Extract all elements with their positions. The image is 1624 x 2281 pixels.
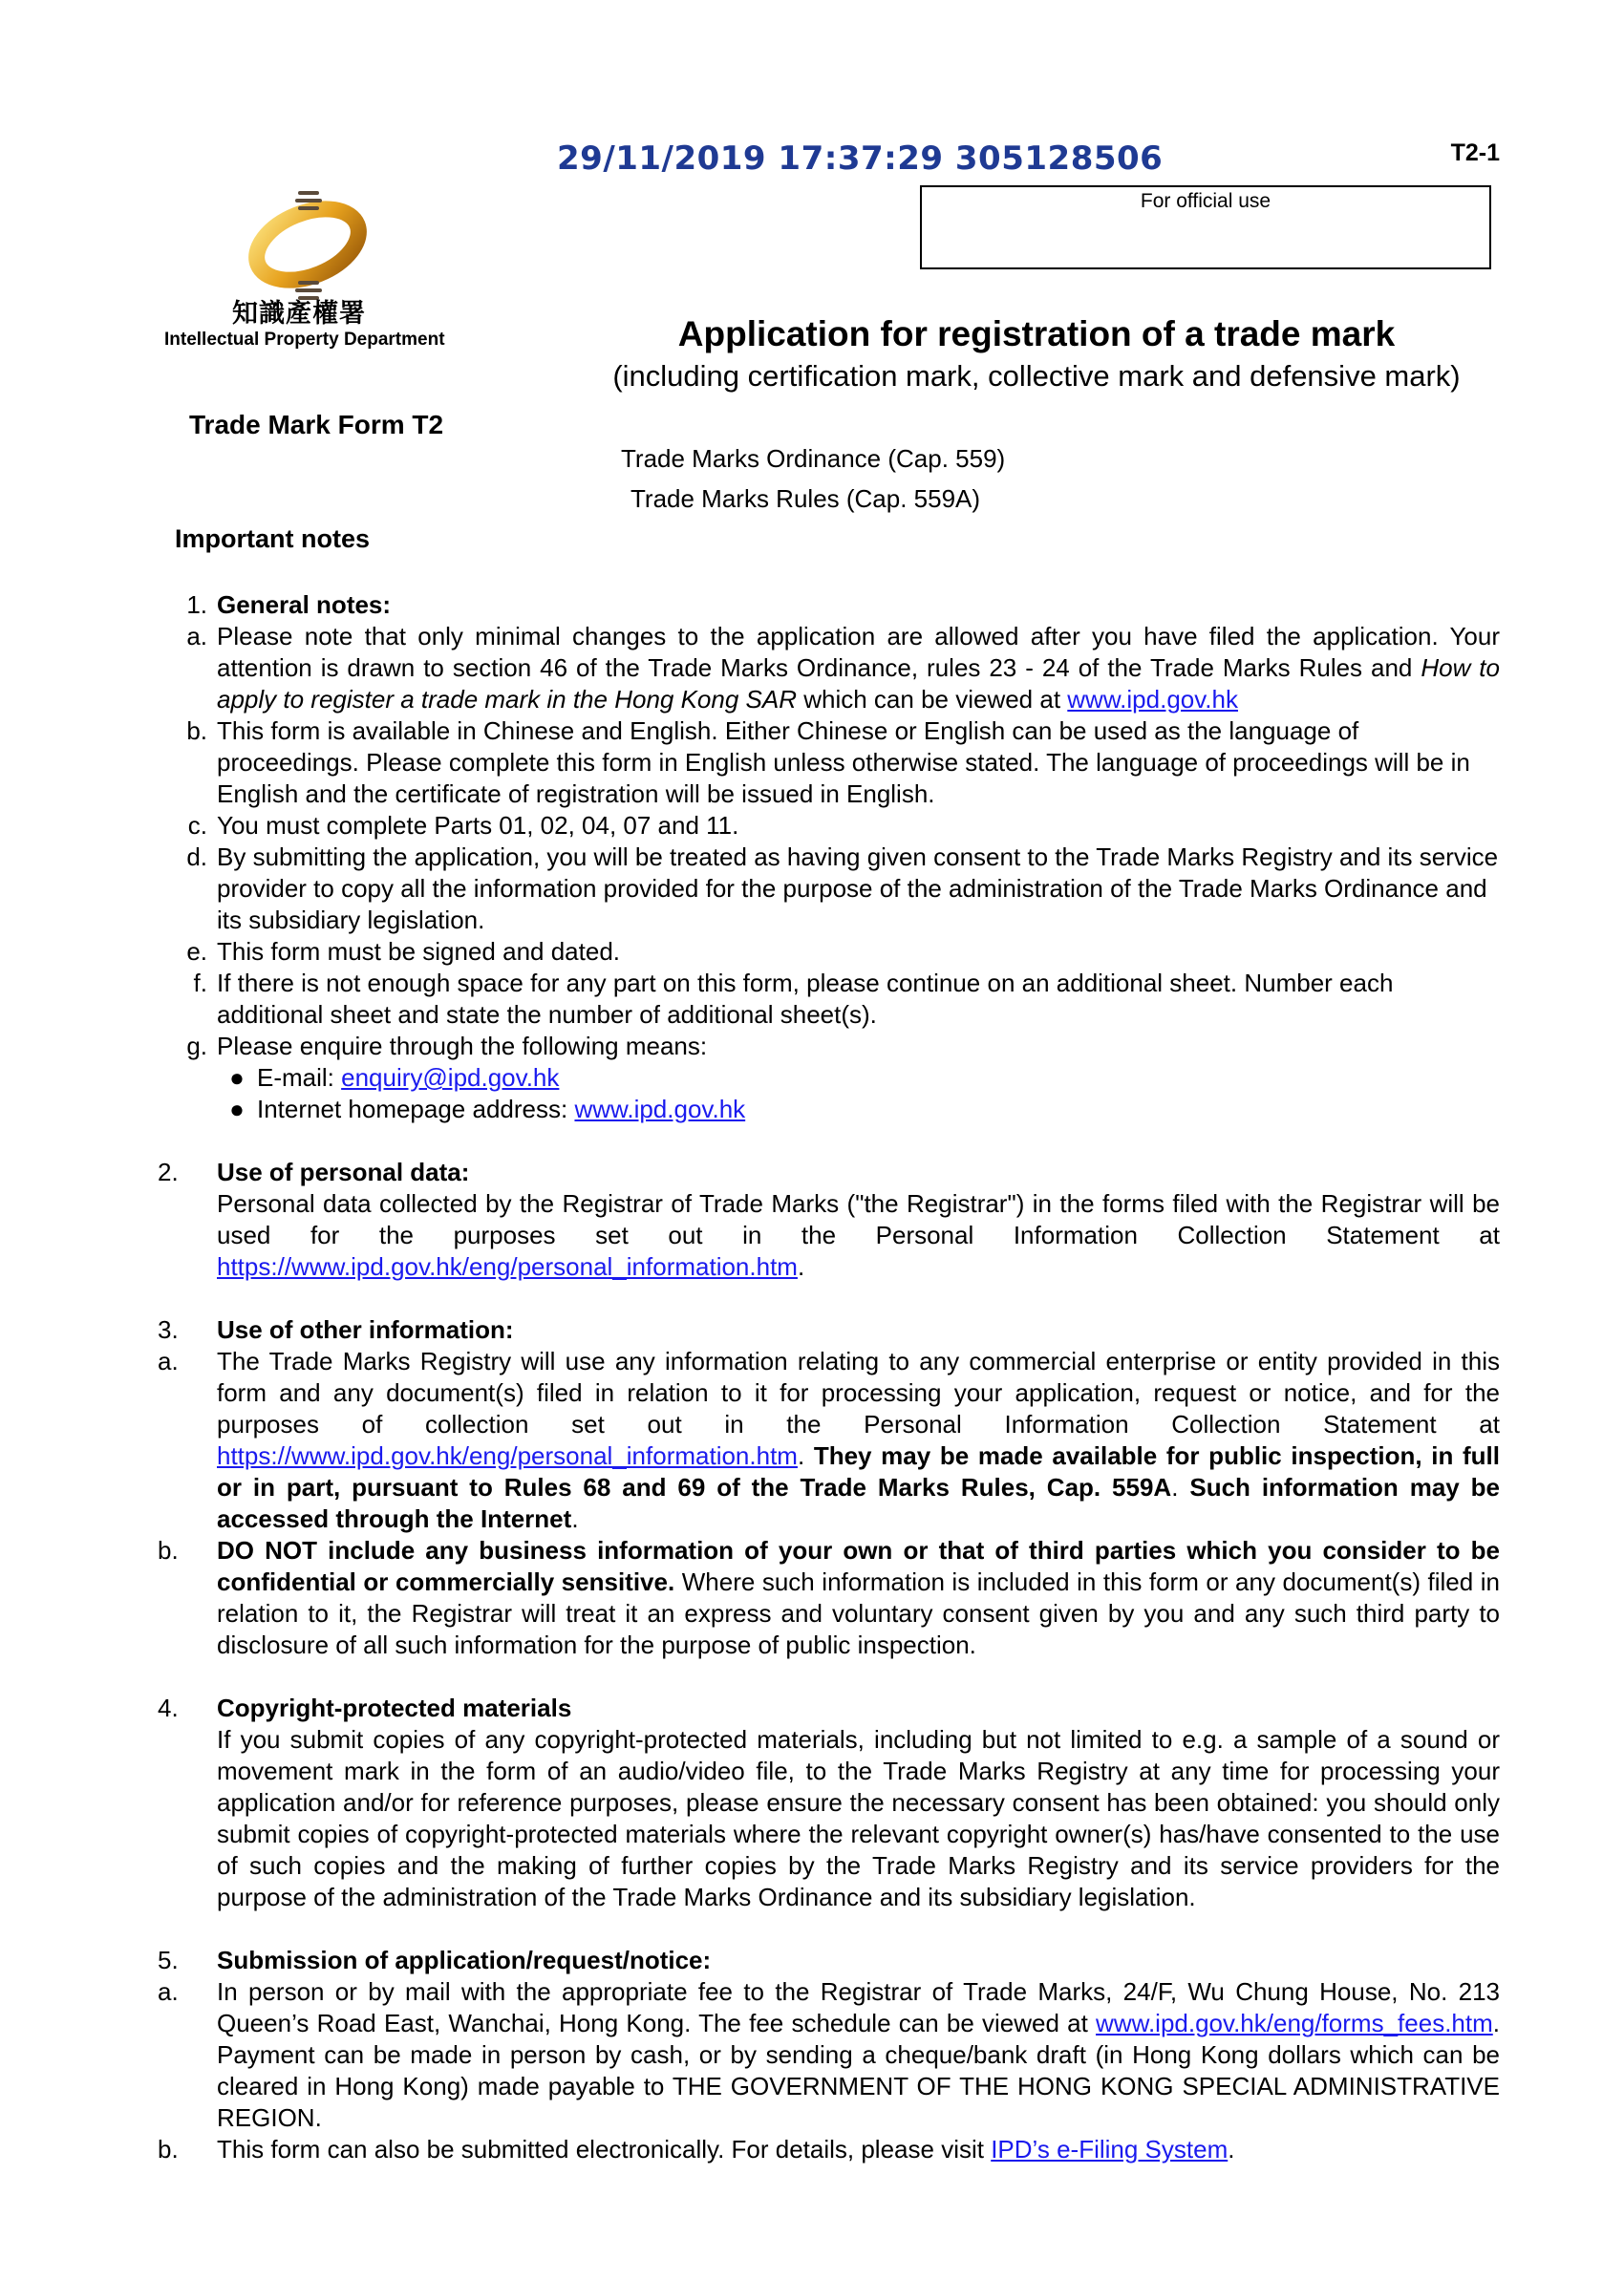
section-4-heading: 4. Copyright-protected materials: [158, 1694, 572, 1722]
email-link[interactable]: enquiry@ipd.gov.hk: [341, 1063, 560, 1092]
ordinance-ref: Trade Marks Ordinance (Cap. 559): [621, 444, 1006, 473]
note-1b: b. This form is available in Chinese and English. Either Chinese or English can be used as the language of proceedings. Please complete this form in English unless otherwise stated. The language of proceedings will be in English and the certificate of registration will be issued in English.: [186, 716, 1470, 808]
page-subtitle: (including certification mark, collective mark and defensive mark): [612, 359, 1461, 393]
efiling-link[interactable]: IPD’s e-Filing System: [991, 2135, 1229, 2164]
fees-link[interactable]: www.ipd.gov.hk/eng/forms_fees.htm: [1096, 2009, 1493, 2037]
important-notes-heading: Important notes: [175, 524, 371, 553]
bullet-icon: ●: [229, 1095, 245, 1123]
note-1f: f. If there is not enough space for any part on this form, please continue on an additional sheet. Number each additional sheet and state the number of additional sheet(s).: [193, 969, 1394, 1029]
page-title: Application for registration of a trade mark: [677, 314, 1396, 353]
note-1a: a. Please note that only minimal changes to the application are allowed after you have filed the application. Your attention is drawn to section 46 of the Trade Marks Ordinance, rules 23 - 24 of the Trade Marks Rules and How to apply to register a trade mark in the Hong Kong SAR which can be viewed at www.ipd.gov.hk: [186, 622, 1500, 714]
section-5-heading: 5. Submission of application/request/notice:: [158, 1946, 712, 1974]
note-1d: d. By submitting the application, you will be treated as having given consent to the Trade Marks Registry and its service provider to copy all the information provided for the purpose of the administration of the Trade Marks Ordinance and its subsidiary legislation.: [186, 842, 1499, 934]
personal-info-link-2[interactable]: https://www.ipd.gov.hk/eng/personal_information.htm: [217, 1441, 798, 1470]
ipd-website-link[interactable]: www.ipd.gov.hk: [1067, 685, 1238, 714]
note-5b: b. This form can also be submitted electronically. For details, please visit IPD’s e-Filing System.: [158, 2135, 1235, 2164]
note-1c: c. You must complete Parts 01, 02, 04, 07 and 11.: [187, 811, 739, 840]
form-code: T2-1: [1450, 139, 1500, 166]
note-5a: a. In person or by mail with the appropriate fee to the Registrar of Trade Marks, 24/F, Wu Chung House, No. 213 Queen’s Road East, Wanchai, Hong Kong. The fee schedule can be viewed at www.ipd.gov.hk/eng/forms_fees.htm. Payment can be made in person by cash, or by sending a cheque/bank draft (in Hong Kong dollars which can be cleared in Hong Kong) made payable to THE GOVERNMENT OF THE HONG KONG SPECIAL ADMINISTRATIVE REGION.: [158, 1977, 1500, 2132]
official-use-box: [920, 185, 1491, 269]
form-name: Trade Mark Form T2: [189, 410, 444, 439]
dept-english-name: Intellectual Property Department: [164, 330, 445, 350]
official-use-label: For official use: [1140, 190, 1271, 212]
personal-info-link[interactable]: https://www.ipd.gov.hk/eng/personal_information.htm: [217, 1252, 798, 1281]
bullet-email: ● E-mail: enquiry@ipd.gov.hk: [158, 1062, 1500, 1094]
section-4-body: If you submit copies of any copyright-protected materials, including but not limited to e.g. a sample of a sound or movement mark in the form of an audio/video file, to the Trade Marks Registry at any time for processing your application and/or for reference purposes, please ensure the necessary consent has been obtained: you should only submit copies of copyright-protected materials where the relevant copyright owner(s) has/have consented to the use of such copies and the making of further copies by the Trade Marks Registry and its service providers for the purpose of the administration of the Trade Marks Ordinance and its subsidiary legislation.: [217, 1725, 1500, 1911]
note-3a: a. The Trade Marks Registry will use any information relating to any commercial enterprise or entity provided in this form and any document(s) filed in relation to it for processing your application, request or notice, and for the purposes of collection set out in the Personal Information Collection Statement at https://www.ipd.gov.hk/eng/personal_information.htm. They may be made available for public inspection, in full or in part, pursuant to Rules 68 and 69 of the Trade Marks Rules, Cap. 559A. Such information may be accessed through the Internet.: [158, 1347, 1501, 1533]
rules-ref: Trade Marks Rules (Cap. 559A): [630, 484, 981, 513]
note-3b: b. DO NOT include any business information of your own or that of third parties which you consider to be confidential or commercially sensitive. Where such information is included in this form or any document(s) filed in relation to it, the Registrar will treat it an express and voluntary consent given by you and any such third party to disclosure of all such information for the purpose of public inspection.: [158, 1536, 1500, 1659]
submission-stamp: 29/11/2019 17:37:29 305128506: [557, 139, 1164, 178]
note-1e: e. This form must be signed and dated.: [186, 937, 621, 966]
bullet-icon: ●: [229, 1063, 245, 1092]
dept-chinese-name: 知識產權署: [232, 299, 366, 329]
bullet-homepage: ● Internet homepage address: www.ipd.gov.hk: [158, 1094, 1500, 1125]
section-2-heading: 2. Use of personal data:: [158, 1158, 470, 1186]
section-1-heading: 1. General notes:: [186, 590, 392, 619]
notes-body: [158, 589, 1500, 2165]
section-2-body: Personal data collected by the Registrar of Trade Marks ("the Registrar") in the forms filed with the Registrar will be used for the purposes set out in the Personal Information Collection Statement at https://www.ipd.gov.hk/eng/personal_information.htm.: [217, 1189, 1500, 1281]
homepage-link[interactable]: www.ipd.gov.hk: [574, 1095, 746, 1123]
note-1g: g. Please enquire through the following means:: [186, 1032, 708, 1060]
section-3-heading: 3. Use of other information:: [158, 1315, 514, 1344]
